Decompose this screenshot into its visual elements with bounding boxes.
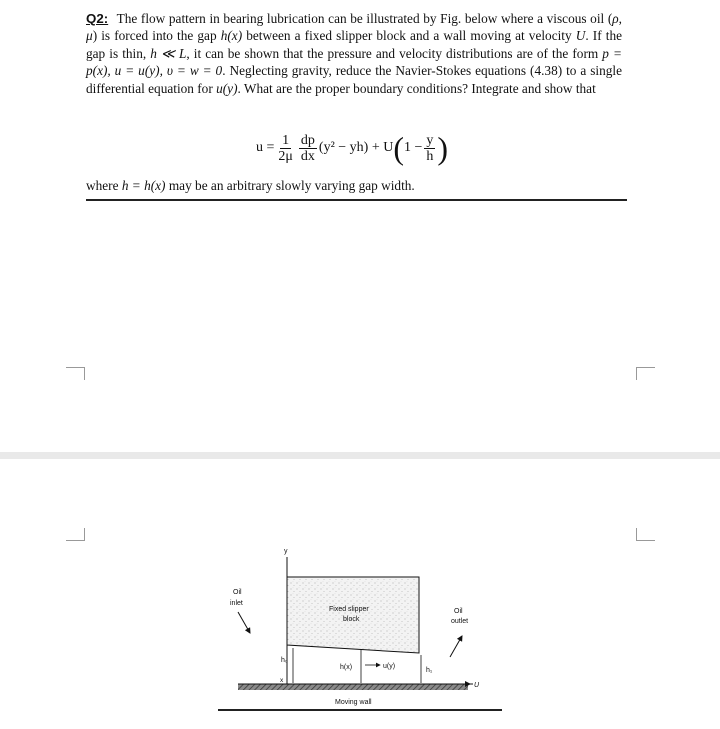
moving-wall-label: Moving wall	[335, 699, 372, 706]
eq-polynomial: (y² − yh) + U	[318, 140, 394, 155]
velocity-equation	[256, 128, 448, 168]
eq-frac2-num: dp	[300, 132, 315, 148]
eq-right-paren: )	[437, 130, 449, 166]
eq-fraction-1	[276, 133, 295, 164]
crop-mark	[636, 367, 655, 380]
hx-label: h(x)	[340, 664, 353, 671]
crop-mark	[66, 367, 85, 380]
h0-label: h₀	[281, 657, 288, 664]
u-of-y: u(y)	[216, 80, 238, 96]
eq-one-minus: 1 −	[404, 140, 423, 155]
moving-wall	[238, 684, 468, 690]
eq-fraction-3	[424, 133, 435, 164]
where-suffix: may be an arbitrary slowly varying gap width.	[165, 178, 415, 193]
uy-label: u(y)	[383, 663, 396, 670]
eq-left-paren: (	[393, 130, 405, 166]
h1-label: h₁	[426, 667, 433, 674]
q-text-part: The flow pattern in bearing lubrication can be illustrated by Fig. below where a viscous oil (	[116, 11, 613, 26]
where-statement	[86, 178, 415, 194]
slipper-block	[287, 577, 419, 653]
where-expr: h = h(x)	[121, 178, 166, 193]
velocity-U: U	[575, 28, 586, 44]
oil-inlet-label-2: inlet	[230, 600, 243, 607]
mu-symbol: μ	[86, 28, 93, 44]
q-comma: ,	[618, 11, 622, 26]
crop-mark	[66, 528, 85, 541]
eq-lhs: u =	[256, 140, 275, 155]
distribution-form: p = p(x), u = u(y), υ = w = 0	[86, 45, 622, 79]
eq-fraction-2	[299, 133, 317, 164]
q-text-part: between a fixed slipper block and a wall moving at velocity	[242, 28, 576, 44]
q-text-part: , it can be shown that the pressure and velocity distributions are of the form	[186, 45, 603, 61]
inlet-arrow-icon	[238, 612, 250, 633]
figure-bottom-rule	[218, 709, 502, 711]
outlet-arrow-icon	[450, 636, 462, 657]
oil-outlet-label-2: outlet	[451, 618, 469, 625]
wall-velocity-label: U	[474, 682, 480, 689]
rho-symbol: ρ	[612, 11, 619, 26]
q-text-part: . What are the proper boundary conditions? Integrate and show that	[237, 80, 596, 96]
eq-frac1-num: 1	[282, 132, 290, 148]
question-label: Q2:	[86, 11, 109, 26]
eq-frac1-den: 2μ	[278, 148, 293, 164]
eq-frac2-den: dx	[300, 148, 315, 164]
bearing-figure	[218, 545, 502, 710]
q-text-part: . If the gap is thin,	[86, 28, 623, 61]
oil-inlet-label-1: Oil	[233, 589, 242, 596]
divider-rule	[86, 199, 627, 201]
y-axis-label: y	[284, 548, 288, 555]
thin-gap-condition: h ≪ L	[150, 45, 187, 61]
question-text	[86, 10, 622, 97]
block-label-line-1: Fixed slipper	[329, 606, 369, 613]
crop-mark	[636, 528, 655, 541]
x-axis-label: x	[280, 677, 284, 684]
eq-frac3-num: y	[426, 132, 434, 148]
q-text-part: . Neglecting gravity, reduce the Navier-Stokes equations (4.38) to a single differential equation for	[86, 63, 622, 96]
q-text-part: ) is forced into the gap	[92, 28, 221, 44]
where-prefix: where	[86, 178, 122, 193]
oil-outlet-label-1: Oil	[454, 608, 463, 615]
block-label-line-2: block	[343, 616, 360, 623]
eq-frac3-den: h	[426, 148, 434, 164]
page-separator	[0, 452, 720, 459]
h-of-x: h(x)	[220, 28, 243, 44]
